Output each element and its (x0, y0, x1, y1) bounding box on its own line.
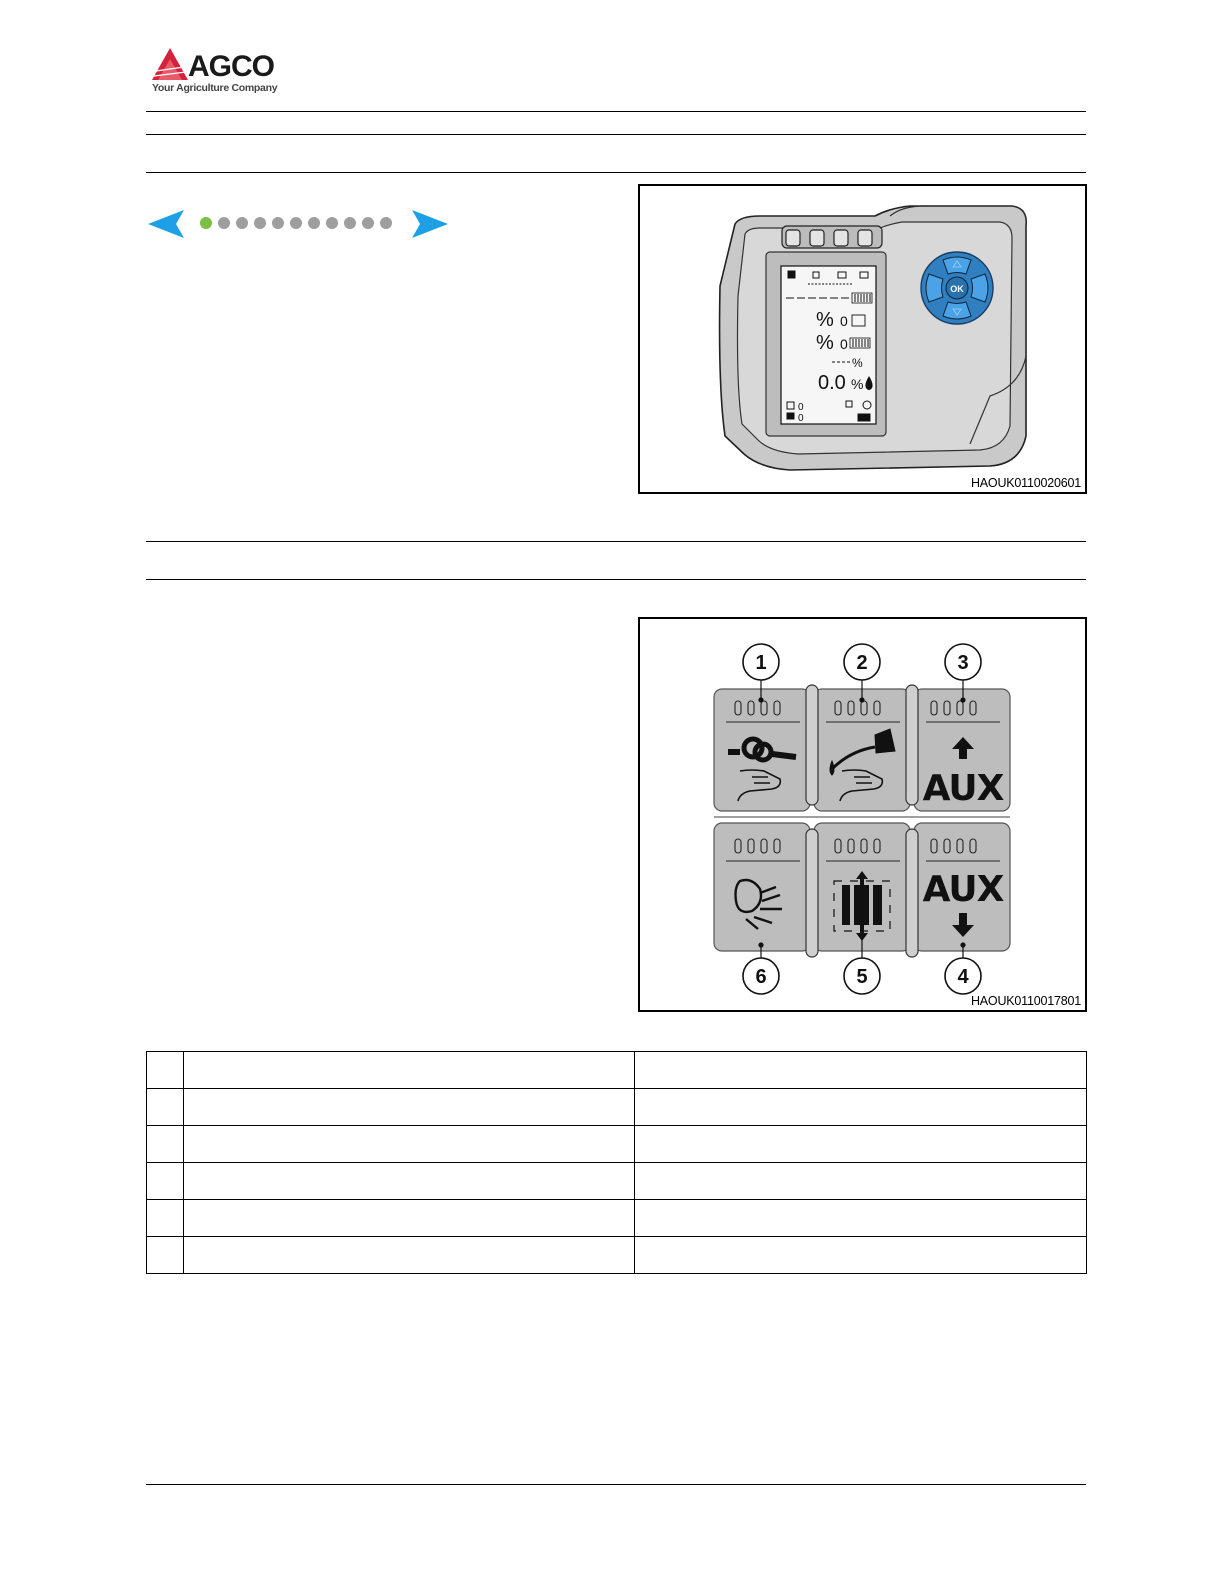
legend-row (147, 1200, 1087, 1237)
page-dot[interactable] (272, 217, 284, 229)
legend-cell (184, 1052, 635, 1089)
callout-4-label: 4 (957, 966, 969, 988)
page-navigator (146, 208, 450, 240)
logo-wordmark: AGCO (188, 50, 274, 83)
page-dot[interactable] (380, 217, 392, 229)
page-dot[interactable] (236, 217, 248, 229)
legend-cell (635, 1163, 1087, 1200)
legend-row (147, 1237, 1087, 1274)
legend-cell (635, 1237, 1087, 1274)
header-rule-2 (146, 134, 1086, 135)
lcd-value-d: 0 (798, 413, 804, 424)
legend-cell (147, 1089, 184, 1126)
callout-1-label: 1 (755, 652, 767, 674)
svg-text:%: % (852, 356, 863, 370)
keypad-down-button[interactable] (943, 302, 971, 319)
page-dot[interactable] (308, 217, 320, 229)
keypad-up-button[interactable] (943, 257, 971, 274)
legend-cell (184, 1237, 635, 1274)
page-dot[interactable] (290, 217, 302, 229)
figure2-code: HAOUK0110017801 (970, 994, 1081, 1008)
legend-cell (147, 1237, 184, 1274)
lcd-value-c: 0 (798, 402, 804, 413)
agco-triangle-icon (150, 46, 190, 84)
legend-table (146, 1051, 1087, 1274)
legend-cell (635, 1126, 1087, 1163)
lcd-value-a: 0 (840, 313, 848, 329)
legend-cell (147, 1163, 184, 1200)
lcd-value-b: 0 (840, 336, 848, 352)
callout-2-label: 2 (856, 652, 868, 674)
legend-cell (635, 1052, 1087, 1089)
page-dot[interactable] (326, 217, 338, 229)
legend-row (147, 1163, 1087, 1200)
previous-arrow-icon[interactable] (146, 208, 186, 240)
button-tile-6[interactable] (714, 823, 810, 951)
legend-cell (184, 1089, 635, 1126)
lcd-percent-unit: % (851, 376, 864, 392)
legend-row (147, 1052, 1087, 1089)
figure-display-terminal (638, 184, 1087, 494)
section-rule-1 (146, 541, 1086, 542)
agco-logo (150, 44, 290, 100)
legend-cell (147, 1052, 184, 1089)
header-rule-3 (146, 172, 1086, 173)
legend-cell (184, 1200, 635, 1237)
section-rule-2 (146, 579, 1086, 580)
figure1-code: HAOUK0110020601 (970, 476, 1081, 490)
lcd-percent-value: 0.0 (818, 372, 846, 394)
keypad[interactable] (921, 252, 993, 324)
page-dot[interactable] (218, 217, 230, 229)
svg-text:%: % (816, 309, 834, 331)
display-terminal-illustration (640, 186, 1089, 496)
legend-cell (635, 1089, 1087, 1126)
page-dot[interactable] (344, 217, 356, 229)
next-arrow-icon[interactable] (410, 208, 450, 240)
footer-rule (146, 1484, 1086, 1485)
page-dot[interactable] (362, 217, 374, 229)
legend-row (147, 1089, 1087, 1126)
aux-up-label: AUX (922, 768, 1004, 809)
callout-3-label: 3 (957, 652, 969, 674)
aux-down-label: AUX (922, 869, 1004, 910)
page-dot[interactable] (254, 217, 266, 229)
svg-text:%: % (816, 332, 834, 354)
keypad-left-button[interactable] (926, 274, 943, 302)
legend-cell (184, 1126, 635, 1163)
logo-tagline: Your Agriculture Company (152, 82, 278, 94)
page-dot-active[interactable] (200, 217, 212, 229)
legend-cell (147, 1200, 184, 1237)
legend-cell (184, 1163, 635, 1200)
header-rule-1 (146, 111, 1086, 112)
button-panel-illustration (640, 619, 1089, 1014)
legend-cell (147, 1126, 184, 1163)
page-dots (200, 217, 392, 229)
legend-row (147, 1126, 1087, 1163)
callout-5-label: 5 (856, 966, 868, 988)
keypad-right-button[interactable] (971, 274, 988, 302)
keypad-ok-label: OK (950, 284, 964, 294)
callout-6-label: 6 (755, 966, 767, 988)
figure-button-panel (638, 617, 1087, 1012)
top-buttons (782, 226, 882, 248)
legend-cell (635, 1200, 1087, 1237)
